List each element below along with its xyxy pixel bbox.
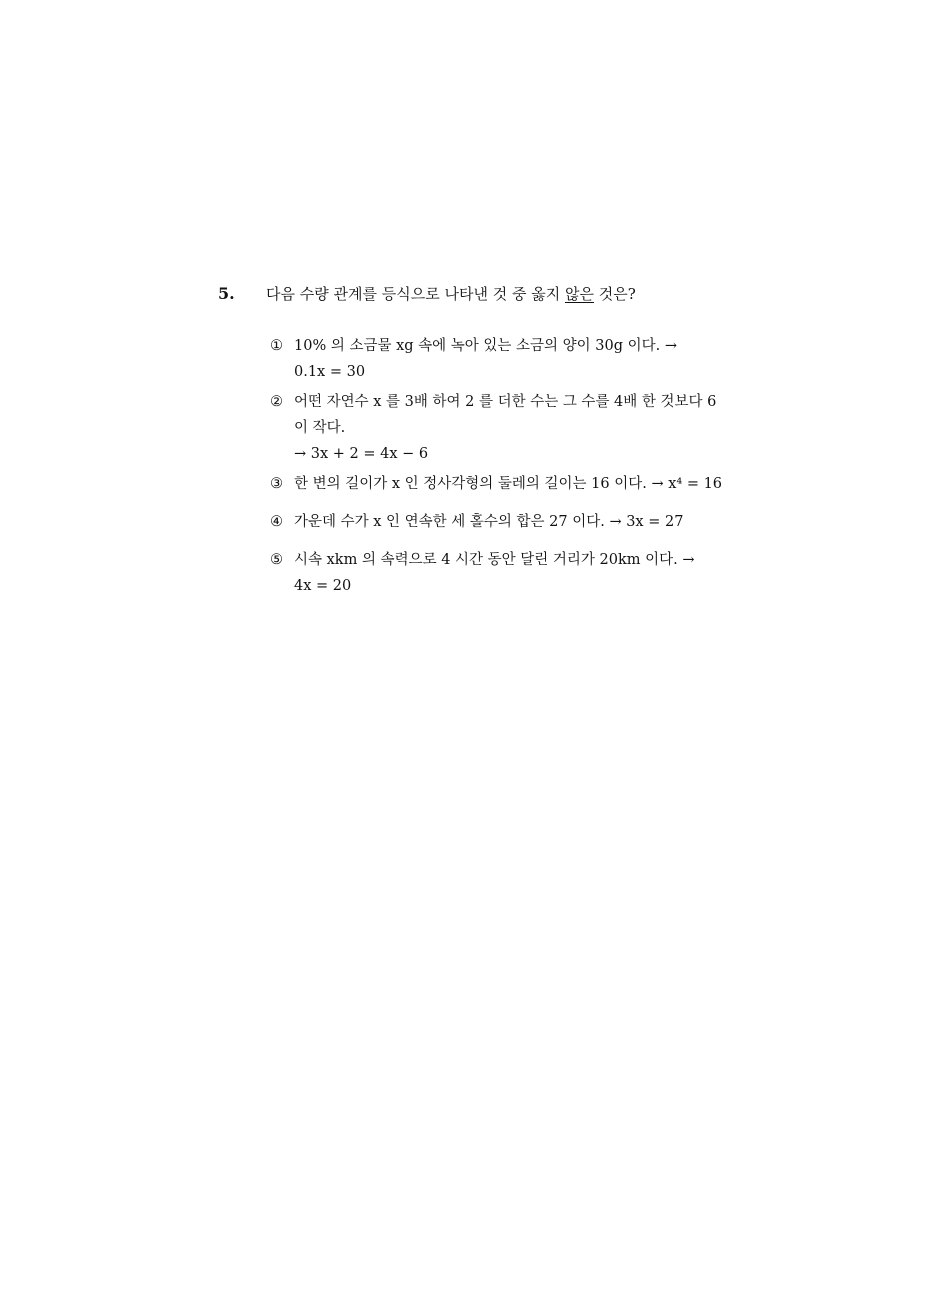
choice-list	[270, 333, 740, 599]
choice-4[interactable]	[270, 509, 740, 535]
choice-line: → 3x + 2 = 4x − 6	[294, 446, 429, 462]
prompt-emphasis: 않은	[564, 285, 594, 303]
choice-3[interactable]	[270, 471, 740, 497]
choice-line: 가운데 수가 x 인 연속한 세 홀수의 합은 27 이다. → 3x = 27	[294, 514, 684, 530]
choice-text	[294, 509, 740, 535]
choice-marker: ①	[270, 338, 283, 354]
choice-line: 4x = 20	[294, 578, 352, 594]
choice-line: 이 작다.	[294, 420, 346, 436]
question-header	[218, 283, 758, 305]
choice-text	[294, 547, 740, 599]
choice-text	[294, 333, 740, 385]
choice-line: 0.1x = 30	[294, 364, 366, 380]
choice-1[interactable]	[270, 333, 740, 385]
prompt-after: 것은?	[593, 285, 636, 303]
choice-line: 10% 의 소금물 xg 속에 녹아 있는 소금의 양이 30g 이다. →	[294, 338, 677, 354]
choice-marker: ⑤	[270, 552, 283, 568]
choice-marker: ④	[270, 514, 283, 530]
question-5	[218, 283, 758, 603]
question-prompt	[266, 283, 636, 305]
choice-text	[294, 389, 740, 467]
choice-line: 한 변의 길이가 x 인 정사각형의 둘레의 길이는 16 이다. → x⁴ = 16	[294, 476, 723, 492]
choice-marker: ②	[270, 394, 283, 410]
choice-2[interactable]	[270, 389, 740, 467]
prompt-before: 다음 수량 관계를 등식으로 나타낸 것 중 옳지	[266, 285, 565, 303]
choice-line: 어떤 자연수 x 를 3배 하여 2 를 더한 수는 그 수를 4배 한 것보다 6	[294, 394, 717, 410]
question-number: 5.	[218, 284, 235, 303]
choice-5[interactable]	[270, 547, 740, 599]
choice-line: 시속 xkm 의 속력으로 4 시간 동안 달린 거리가 20km 이다. →	[294, 552, 695, 568]
choice-marker: ③	[270, 476, 283, 492]
choice-text	[294, 471, 740, 497]
